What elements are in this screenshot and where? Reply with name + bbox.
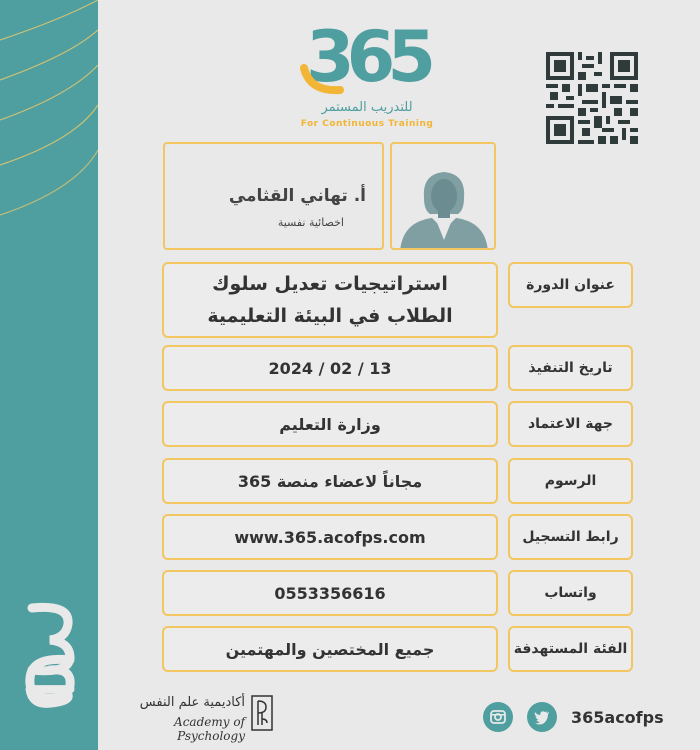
- qr-code[interactable]: [546, 52, 638, 144]
- whatsapp-label: واتساب: [508, 570, 633, 616]
- twitter-icon[interactable]: [527, 702, 557, 732]
- avatar-silhouette-icon: [392, 144, 496, 250]
- target-audience-label: الفئة المستهدفة: [508, 626, 633, 672]
- registration-link-value[interactable]: www.365.acofps.com: [162, 514, 498, 560]
- side-logo-mark: [10, 598, 90, 728]
- logo-arabic-tagline: للتدريب المستمر: [321, 100, 413, 115]
- trainer-photo: [390, 142, 496, 250]
- registration-link-label: رابط التسجيل: [508, 514, 633, 560]
- target-audience-value: جميع المختصين والمهتمين: [162, 626, 498, 672]
- academy-name-english: Academy of Psychology: [174, 715, 245, 743]
- trainer-info-box: [163, 142, 384, 250]
- fees-value: مجاناً لاعضاء منصة 365: [162, 458, 498, 504]
- social-handle[interactable]: 365acofps: [571, 707, 664, 727]
- accreditation-value: وزارة التعليم: [162, 401, 498, 447]
- social-links: [483, 701, 664, 733]
- academy-mark-icon: [251, 695, 273, 731]
- instagram-icon[interactable]: [483, 702, 513, 732]
- course-title-line2: الطلاب في البيئة التعليمية: [207, 305, 453, 327]
- trainer-name: أ. تهاني القثامي: [228, 186, 366, 206]
- academy-logo: [117, 693, 282, 743]
- fees-label: الرسوم: [508, 458, 633, 504]
- brand-logo: [292, 16, 442, 132]
- trainer-title: اخصائية نفسية: [277, 216, 344, 229]
- course-title-label: عنوان الدورة: [508, 262, 633, 308]
- logo-number: 365: [305, 16, 429, 98]
- accreditation-label: جهة الاعتماد: [508, 401, 633, 447]
- date-label: تاريخ التنفيذ: [508, 345, 633, 391]
- date-value: 2024 / 02 / 13: [162, 345, 498, 391]
- course-title-line1: استراتيجيات تعديل سلوك: [212, 273, 448, 295]
- whatsapp-value[interactable]: 0553356616: [162, 570, 498, 616]
- logo-swoosh: [300, 62, 360, 96]
- logo-english-tagline: For Continuous Training: [300, 119, 434, 129]
- course-title-value: [162, 262, 498, 338]
- academy-name-arabic: أكاديمية علم النفس: [139, 695, 245, 710]
- sidebar-panel: [0, 0, 98, 750]
